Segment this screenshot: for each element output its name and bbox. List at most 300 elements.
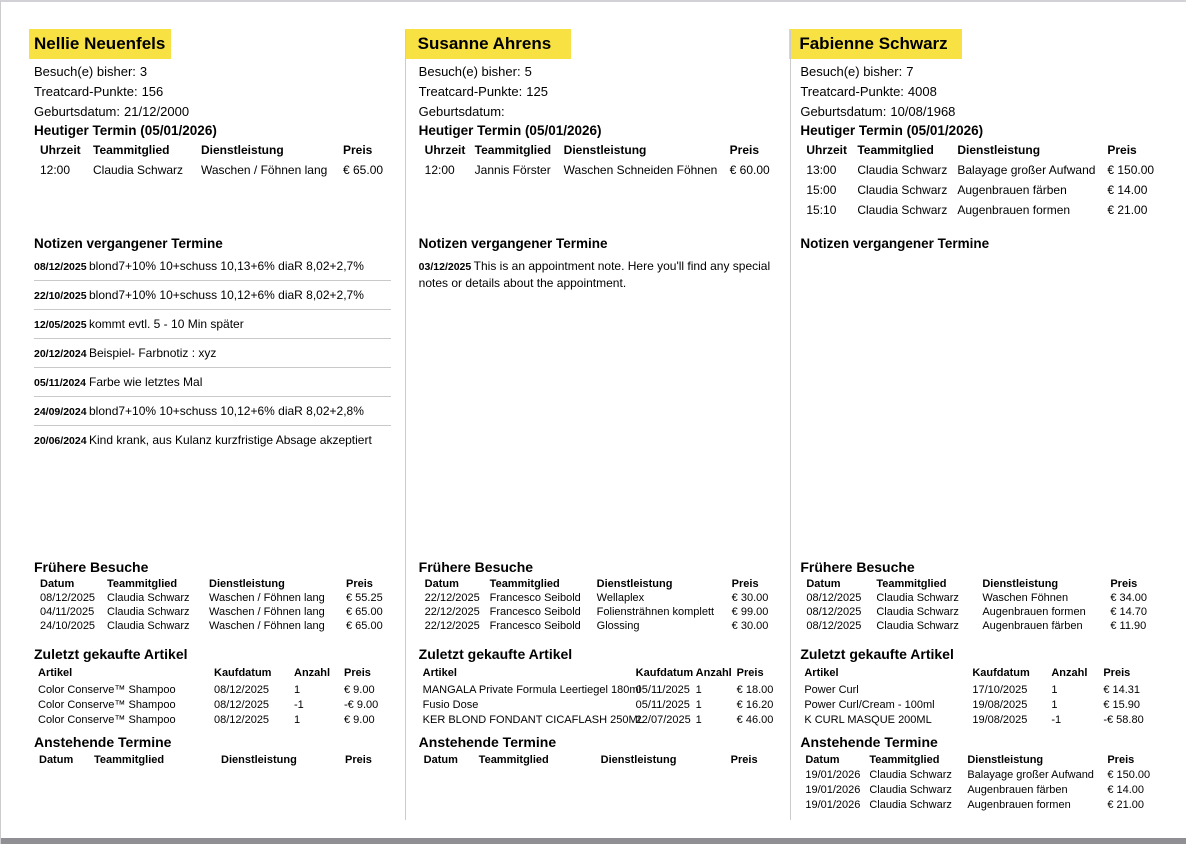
column-header: Dienstleistung — [563, 143, 647, 157]
table-row — [800, 180, 1186, 200]
table-cell: Claudia Schwarz — [857, 163, 948, 177]
table-cell: Power Curl/Cream - 100ml — [804, 698, 935, 711]
points-line — [419, 82, 790, 102]
table-cell: 1 — [1051, 683, 1058, 696]
table-cell: 17/10/2025 — [972, 683, 1028, 696]
note-date: 20/12/2024 — [34, 348, 87, 360]
table-cell: € 9.00 — [344, 683, 375, 696]
table-header-row — [800, 577, 1186, 591]
table-row — [34, 712, 405, 727]
note-date: 05/11/2024 — [34, 377, 86, 389]
points-value: 125 — [526, 84, 548, 99]
customer-info — [419, 62, 790, 122]
note-date: 08/12/2025 — [34, 261, 87, 273]
table-cell: K CURL MASQUE 200ML — [804, 713, 932, 726]
table-cell: 1 — [1051, 698, 1058, 711]
table-cell: € 150.00 — [1107, 163, 1155, 177]
note-text: Beispiel- Farbnotiz : xyz — [89, 346, 217, 360]
table-cell: Fusio Dose — [422, 698, 479, 711]
table-cell: 15:00 — [806, 183, 837, 197]
past-visits-heading: Frühere Besuche — [418, 559, 534, 575]
today-heading: Heutiger Termin (05/01/2026) — [34, 123, 217, 138]
past-visits-table — [34, 577, 405, 633]
table-header-row — [34, 577, 405, 591]
table-row — [34, 591, 405, 605]
column-header: Preis — [736, 667, 764, 679]
customer-name: Nellie Neuenfels — [29, 29, 171, 59]
column-header: Artikel — [422, 667, 457, 679]
note-date: 22/10/2025 — [34, 290, 87, 302]
table-header-row — [800, 752, 1186, 767]
table-row — [34, 619, 405, 633]
past-visits-table — [800, 577, 1186, 633]
table-cell: Wellaplex — [596, 592, 645, 604]
note-text: blond7+10% 10+schuss 10,12+6% diaR 8,02+2,7% — [89, 288, 364, 302]
points-value: 4008 — [907, 84, 937, 99]
purchases-table — [800, 664, 1186, 727]
upcoming-table — [800, 752, 1186, 812]
notes-section — [419, 235, 790, 558]
table-row — [800, 200, 1186, 220]
table-row — [34, 682, 405, 697]
purchases-heading: Zuletzt gekaufte Artikel — [800, 646, 954, 662]
visits-label: Besuch(e) bisher: — [800, 64, 903, 79]
note-date: 03/12/2025 — [418, 261, 472, 273]
table-cell: € 14.00 — [1107, 783, 1145, 796]
column-header: Anzahl — [695, 667, 732, 679]
table-row — [34, 697, 405, 712]
notes-heading: Notizen vergangener Termine — [34, 236, 223, 251]
visits-value: 3 — [139, 64, 148, 79]
column-header: Preis — [1107, 753, 1135, 766]
notes-heading: Notizen vergangener Termine — [418, 236, 608, 251]
table-cell: 19/01/2026 — [805, 768, 861, 781]
table-row — [800, 160, 1186, 180]
column-header: Preis — [729, 143, 760, 157]
purchases-section — [800, 645, 1186, 733]
column-header: Anzahl — [1051, 667, 1088, 679]
today-section — [419, 122, 790, 235]
table-cell: 05/11/2025 — [635, 683, 690, 696]
table-row — [800, 605, 1186, 619]
table-cell: Waschen Schneiden Föhnen — [563, 163, 718, 177]
column-header: Dienstleistung — [982, 578, 1059, 590]
column-header: Dienstleistung — [209, 578, 285, 590]
visits-line — [800, 62, 1186, 82]
column-header: Datum — [40, 578, 75, 590]
table-cell: Claudia Schwarz — [93, 163, 184, 177]
past-visits-table — [419, 577, 790, 633]
column-header: Kaufdatum — [214, 667, 272, 679]
column-header: Teammitglied — [857, 143, 934, 157]
table-cell: 05/11/2025 — [635, 698, 690, 711]
table-cell: 19/01/2026 — [805, 783, 861, 796]
table-row — [419, 712, 790, 727]
upcoming-heading: Anstehende Termine — [34, 734, 172, 750]
today-section — [800, 122, 1186, 235]
column-header: Teammitglied — [94, 753, 165, 766]
today-section — [34, 122, 405, 235]
table-cell: Waschen / Föhnen lang — [201, 163, 328, 177]
table-header-row — [800, 140, 1186, 160]
table-cell: 1 — [294, 683, 301, 696]
column-header: Teammitglied — [489, 578, 560, 590]
table-header-row — [34, 664, 405, 682]
column-header: Preis — [345, 753, 372, 766]
today-heading: Heutiger Termin (05/01/2026) — [418, 123, 602, 138]
table-row — [419, 591, 790, 605]
note-text: kommt evtl. 5 - 10 Min später — [89, 317, 244, 331]
table-cell: -€ 9.00 — [344, 698, 379, 711]
customer-panel — [1, 2, 405, 812]
past-visits-heading: Frühere Besuche — [800, 559, 915, 575]
past-visits-section — [34, 558, 405, 645]
customer-panel — [789, 2, 1186, 812]
table-cell: € 65.00 — [346, 620, 383, 632]
note-text: Kind krank, aus Kulanz kurzfristige Absage akzeptiert — [89, 433, 372, 447]
table-header-row — [419, 752, 790, 767]
note-item — [34, 281, 391, 310]
table-cell: 08/12/2025 — [40, 592, 96, 604]
table-cell: € 14.31 — [1103, 683, 1141, 696]
visits-value: 5 — [524, 64, 532, 79]
column-header: Preis — [731, 578, 759, 590]
column-header: Preis — [346, 578, 373, 590]
note-text: blond7+10% 10+schuss 10,12+6% diaR 8,02+2,8% — [89, 404, 364, 418]
note-item — [34, 368, 391, 397]
birthdate-label: Geburtsdatum: — [34, 104, 120, 119]
table-cell: Claudia Schwarz — [857, 203, 948, 217]
table-cell: 19/08/2025 — [972, 698, 1028, 711]
table-cell: 22/12/2025 — [424, 606, 480, 618]
column-header: Teammitglied — [478, 753, 549, 766]
column-header: Kaufdatum — [972, 667, 1030, 679]
visits-line — [34, 62, 405, 82]
birthdate-value: 10/08/1968 — [890, 104, 956, 119]
table-cell: € 65.00 — [343, 163, 384, 177]
table-cell: Claudia Schwarz — [869, 768, 952, 781]
table-row — [800, 591, 1186, 605]
table-header-row — [34, 752, 405, 767]
upcoming-heading: Anstehende Termine — [800, 734, 938, 750]
table-cell: Claudia Schwarz — [107, 592, 190, 604]
table-row — [419, 605, 790, 619]
birthdate-line — [419, 102, 790, 122]
notes-list — [34, 252, 391, 454]
column-header: Preis — [1107, 143, 1137, 157]
table-cell: Francesco Seibold — [489, 606, 581, 618]
table-cell: Francesco Seibold — [489, 620, 581, 632]
column-header: Preis — [1110, 578, 1138, 590]
column-header: Kaufdatum — [635, 667, 694, 679]
notes-list — [419, 252, 776, 296]
table-cell: Waschen / Föhnen lang — [209, 592, 325, 604]
visits-value: 7 — [906, 64, 914, 79]
table-cell: -€ 58.80 — [1103, 713, 1144, 726]
visits-label: Besuch(e) bisher: — [418, 64, 521, 79]
table-row — [800, 712, 1186, 727]
table-cell: € 46.00 — [736, 713, 774, 726]
table-cell: 12:00 — [424, 163, 455, 177]
column-header: Dienstleistung — [600, 753, 677, 766]
table-cell: 12:00 — [40, 163, 71, 177]
table-cell: 08/12/2025 — [214, 713, 270, 726]
table-cell: 19/01/2026 — [805, 798, 861, 811]
column-header: Datum — [805, 753, 840, 766]
note-item — [34, 339, 391, 368]
note-text: Farbe wie letztes Mal — [89, 375, 203, 389]
table-cell: € 18.00 — [736, 683, 774, 696]
table-cell: 04/11/2025 — [40, 606, 95, 618]
table-cell: € 15.90 — [1103, 698, 1141, 711]
table-cell: € 9.00 — [344, 713, 375, 726]
points-line — [34, 82, 405, 102]
table-cell: Claudia Schwarz — [869, 783, 952, 796]
table-cell: 08/12/2025 — [214, 698, 270, 711]
table-cell: Claudia Schwarz — [876, 620, 959, 632]
table-cell: KER BLOND FONDANT CICAFLASH 250ML — [422, 713, 644, 726]
table-cell: 22/12/2025 — [424, 592, 480, 604]
table-cell: € 11.90 — [1110, 620, 1147, 632]
customer-columns — [1, 2, 1186, 812]
table-cell: 08/12/2025 — [806, 620, 862, 632]
note-item — [419, 252, 776, 296]
table-cell: Augenbrauen färben — [982, 620, 1083, 632]
table-cell: € 34.00 — [1110, 592, 1148, 604]
table-cell: Color Conserve™ Shampoo — [38, 713, 176, 726]
table-cell: 1 — [695, 713, 702, 726]
note-item — [34, 397, 391, 426]
customer-header — [419, 29, 790, 59]
birthdate-label: Geburtsdatum: — [418, 104, 505, 119]
table-cell: Waschen Föhnen — [982, 592, 1069, 604]
table-cell: 08/12/2025 — [214, 683, 270, 696]
visits-line — [419, 62, 790, 82]
table-header-row — [800, 664, 1186, 682]
customer-header — [800, 29, 1186, 59]
table-row — [800, 797, 1186, 812]
table-cell: € 150.00 — [1107, 768, 1151, 781]
table-cell: Claudia Schwarz — [857, 183, 948, 197]
customer-info — [800, 62, 1186, 122]
today-table — [419, 140, 790, 180]
table-cell: 19/08/2025 — [972, 713, 1028, 726]
table-cell: € 14.70 — [1110, 606, 1148, 618]
purchases-section — [419, 645, 790, 733]
points-label: Treatcard-Punkte: — [34, 84, 138, 99]
table-row — [34, 160, 405, 180]
upcoming-heading: Anstehende Termine — [418, 734, 557, 750]
table-cell: Glossing — [596, 620, 640, 632]
points-line — [800, 82, 1186, 102]
note-item — [34, 252, 391, 281]
table-cell: € 16.20 — [736, 698, 774, 711]
column-header: Teammitglied — [869, 753, 940, 766]
table-cell: 24/10/2025 — [40, 620, 96, 632]
column-header: Datum — [424, 578, 459, 590]
note-item — [34, 426, 391, 454]
customer-info — [34, 62, 405, 122]
column-header: Teammitglied — [93, 143, 170, 157]
table-row — [800, 682, 1186, 697]
upcoming-section — [419, 733, 790, 767]
upcoming-section — [34, 733, 405, 767]
column-header: Dienstleistung — [967, 753, 1044, 766]
column-divider — [790, 30, 791, 820]
note-text: This is an appointment note. Here you'll find any special notes or details about the appointment. — [418, 259, 771, 290]
customer-header — [34, 29, 405, 59]
table-cell: 22/12/2025 — [424, 620, 480, 632]
table-row — [34, 605, 405, 619]
table-cell: -1 — [294, 698, 304, 711]
table-cell: € 60.00 — [729, 163, 770, 177]
table-row — [419, 619, 790, 633]
table-cell: € 30.00 — [731, 592, 769, 604]
today-heading: Heutiger Termin (05/01/2026) — [800, 123, 984, 138]
column-header: Dienstleistung — [596, 578, 673, 590]
table-cell: € 65.00 — [346, 606, 383, 618]
table-row — [800, 782, 1186, 797]
table-cell: € 99.00 — [731, 606, 769, 618]
table-header-row — [419, 140, 790, 160]
table-cell: Jannis Förster — [474, 163, 551, 177]
column-header: Datum — [423, 753, 458, 766]
customer-name: Fabienne Schwarz — [789, 29, 961, 59]
table-row — [419, 697, 790, 712]
points-value: 156 — [141, 84, 164, 99]
column-header: Preis — [344, 667, 371, 679]
column-header: Preis — [730, 753, 758, 766]
column-header: Preis — [343, 143, 373, 157]
table-cell: 15:10 — [806, 203, 837, 217]
column-header: Preis — [1103, 667, 1131, 679]
table-cell: Augenbrauen formen — [967, 798, 1071, 811]
column-header: Dienstleistung — [957, 143, 1041, 157]
column-header: Anzahl — [294, 667, 331, 679]
table-cell: Color Conserve™ Shampoo — [38, 698, 176, 711]
table-cell: Claudia Schwarz — [876, 606, 959, 618]
purchases-table — [34, 664, 405, 727]
table-row — [800, 767, 1186, 782]
past-visits-section — [419, 558, 790, 645]
table-cell: 1 — [695, 683, 702, 696]
table-cell: Waschen / Föhnen lang — [209, 620, 325, 632]
table-row — [419, 160, 790, 180]
today-table — [34, 140, 405, 180]
customer-name: Susanne Ahrens — [405, 29, 572, 59]
note-item — [34, 310, 391, 339]
table-row — [419, 682, 790, 697]
table-cell: Claudia Schwarz — [869, 798, 952, 811]
table-cell: Balayage großer Aufwand — [957, 163, 1096, 177]
today-table — [800, 140, 1186, 220]
column-header: Teammitglied — [107, 578, 178, 590]
birthdate-line — [34, 102, 405, 122]
notes-heading: Notizen vergangener Termine — [800, 236, 990, 251]
column-header: Datum — [39, 753, 74, 766]
table-row — [800, 619, 1186, 633]
column-header: Teammitglied — [474, 143, 552, 157]
table-header-row — [419, 664, 790, 682]
window-bottom-edge — [1, 838, 1186, 844]
purchases-heading: Zuletzt gekaufte Artikel — [418, 646, 573, 662]
table-cell: Claudia Schwarz — [107, 606, 190, 618]
birthdate-line — [800, 102, 1186, 122]
note-date: 20/06/2024 — [34, 435, 87, 447]
note-date: 12/05/2025 — [34, 319, 87, 331]
table-cell: 22/07/2025 — [635, 713, 691, 726]
column-header: Dienstleistung — [201, 143, 284, 157]
table-cell: Augenbrauen färben — [957, 183, 1067, 197]
birthdate-value: 21/12/2000 — [124, 104, 190, 119]
table-cell: Waschen / Föhnen lang — [209, 606, 325, 618]
table-cell: Color Conserve™ Shampoo — [38, 683, 176, 696]
table-row — [800, 697, 1186, 712]
note-date: 24/09/2024 — [34, 406, 87, 418]
column-divider — [405, 30, 406, 820]
table-cell: Power Curl — [804, 683, 859, 696]
visits-label: Besuch(e) bisher: — [34, 64, 136, 79]
table-cell: Augenbrauen färben — [967, 783, 1068, 796]
birthdate-label: Geburtsdatum: — [800, 104, 887, 119]
table-cell: 08/12/2025 — [806, 592, 862, 604]
table-cell: -1 — [1051, 713, 1062, 726]
upcoming-table — [34, 752, 405, 767]
column-header: Uhrzeit — [40, 143, 81, 157]
table-cell: Augenbrauen formen — [957, 203, 1071, 217]
purchases-table — [419, 664, 790, 727]
upcoming-section — [800, 733, 1186, 812]
table-cell: MANGALA Private Formula Leertiegel 180ml — [422, 683, 641, 696]
table-cell: 1 — [294, 713, 301, 726]
table-cell: Claudia Schwarz — [107, 620, 190, 632]
column-header: Teammitglied — [876, 578, 947, 590]
column-header: Artikel — [38, 667, 73, 679]
table-cell: € 21.00 — [1107, 798, 1145, 811]
table-cell: € 14.00 — [1107, 183, 1148, 197]
notes-section — [800, 235, 1186, 558]
table-header-row — [419, 577, 790, 591]
past-visits-heading: Frühere Besuche — [34, 559, 149, 575]
table-cell: Francesco Seibold — [489, 592, 581, 604]
customer-panel — [405, 2, 790, 812]
points-label: Treatcard-Punkte: — [418, 84, 523, 99]
column-header: Datum — [806, 578, 841, 590]
note-text: blond7+10% 10+schuss 10,13+6% diaR 8,02+2,7% — [89, 259, 364, 273]
column-header: Dienstleistung — [221, 753, 297, 766]
notes-section — [34, 235, 405, 558]
purchases-heading: Zuletzt gekaufte Artikel — [34, 646, 188, 662]
table-cell: € 55.25 — [346, 592, 383, 604]
column-header: Uhrzeit — [806, 143, 848, 157]
table-cell: € 21.00 — [1107, 203, 1148, 217]
points-label: Treatcard-Punkte: — [800, 84, 904, 99]
table-cell: € 30.00 — [731, 620, 769, 632]
table-cell: Augenbrauen formen — [982, 606, 1086, 618]
column-header: Uhrzeit — [424, 143, 466, 157]
past-visits-section — [800, 558, 1186, 645]
table-cell: 13:00 — [806, 163, 837, 177]
purchases-section — [34, 645, 405, 733]
column-header: Artikel — [804, 667, 839, 679]
table-cell: Claudia Schwarz — [876, 592, 959, 604]
table-cell: Foliensträhnen komplett — [596, 606, 715, 618]
table-header-row — [34, 140, 405, 160]
table-cell: Balayage großer Aufwand — [967, 768, 1094, 781]
table-cell: 08/12/2025 — [806, 606, 862, 618]
upcoming-table — [419, 752, 790, 767]
table-cell: 1 — [695, 698, 702, 711]
